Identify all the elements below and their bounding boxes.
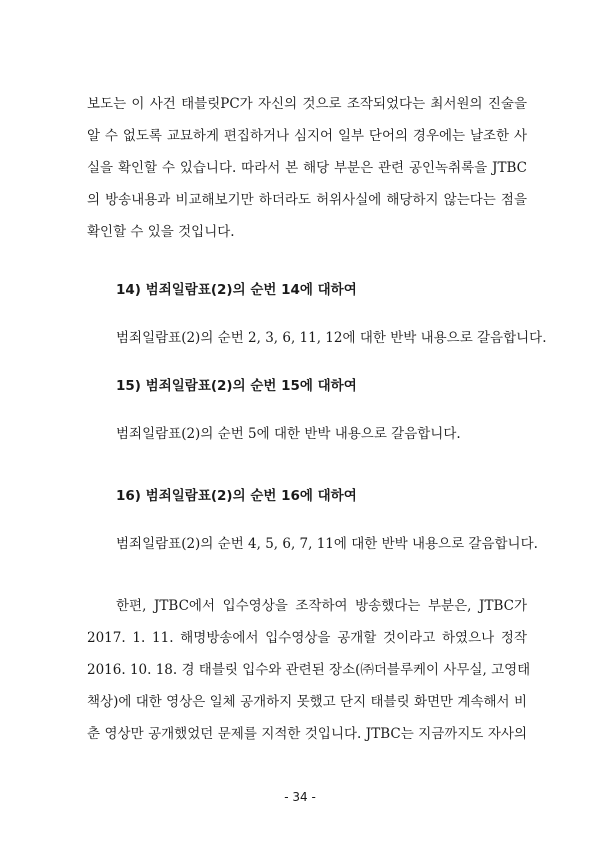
section-heading-14: 14) 범죄일람표(2)의 순번 14에 대하여: [116, 282, 357, 298]
text-line: 2016. 10. 18. 경 태블릿 입수와 관련된 장소(㈜더블루케이 사무실, 고영태: [87, 662, 531, 678]
text-line: 확인할 수 있을 것입니다.: [87, 224, 235, 240]
text-line: 춘 영상만 공개했었던 문제를 지적한 것입니다. JTBC는 지금까지도 자사의: [87, 726, 527, 742]
text-line: 보도는 이 사건 태블릿PC가 자신의 것으로 조작되었다는 최서원의 진술을: [87, 96, 527, 112]
text-line: 알 수 없도록 교묘하게 편집하거나 심지어 일부 단어의 경우에는 날조한 사: [87, 128, 527, 144]
text-line: 실을 확인할 수 있습니다. 따라서 본 해당 부분은 관련 공인녹취록을 JTBC: [87, 160, 527, 176]
section-body-15: 범죄일람표(2)의 순번 5에 대한 반박 내용으로 갈음합니다.: [116, 426, 461, 442]
text-line: 책상)에 대한 영상은 일체 공개하지 못했고 단지 태블릿 화면만 계속해서 비: [87, 694, 527, 710]
text-line: 2017. 1. 11. 해명방송에서 입수영상을 공개할 것이라고 하였으나 정작: [87, 630, 527, 646]
section-heading-16: 16) 범죄일람표(2)의 순번 16에 대하여: [116, 488, 357, 504]
section-body-14: 범죄일람표(2)의 순번 2, 3, 6, 11, 12에 대한 반박 내용으로 갈음합니다.: [116, 330, 547, 346]
text-line: 의 방송내용과 비교해보기만 하더라도 허위사실에 해당하지 않는다는 점을: [87, 192, 527, 208]
text-line: 한편, JTBC에서 입수영상을 조작하여 방송했다는 부분은, JTBC가: [116, 598, 527, 614]
section-body-16: 범죄일람표(2)의 순번 4, 5, 6, 7, 11에 대한 반박 내용으로 갈음합니다.: [116, 536, 538, 552]
page-number: - 34 -: [284, 790, 316, 804]
section-heading-15: 15) 범죄일람표(2)의 순번 15에 대하여: [116, 378, 357, 394]
